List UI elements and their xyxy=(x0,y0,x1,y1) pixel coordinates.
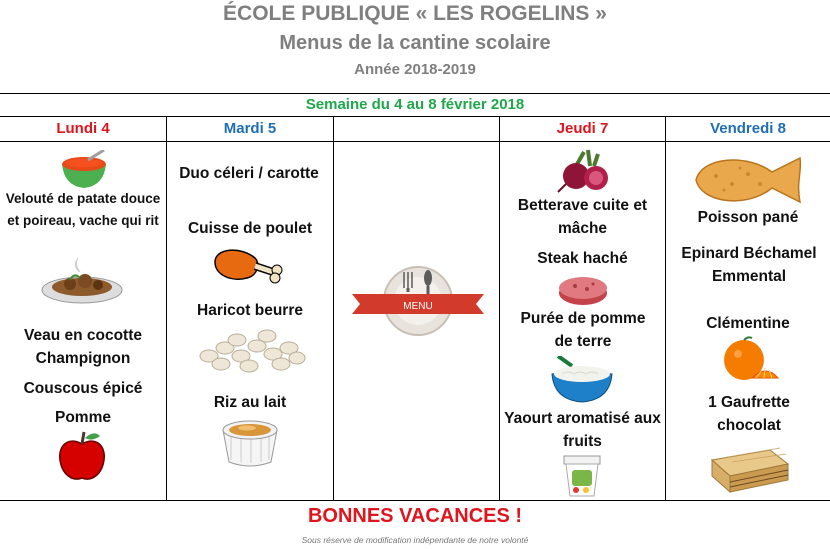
school-year: Année 2018-2019 xyxy=(354,61,476,78)
mashed-potato-bowl-icon xyxy=(550,356,614,404)
menu-item: Betterave cuite et mâche xyxy=(517,197,648,237)
holiday-message: BONNES VACANCES ! xyxy=(307,505,523,527)
wafer-icon xyxy=(706,446,792,496)
day-column-monday xyxy=(0,116,166,500)
menu-plate-icon xyxy=(352,264,484,338)
day-header: Vendredi 8 xyxy=(666,116,830,142)
menu-item: Purée de pomme de terre xyxy=(520,310,646,350)
menu-item: Yaourt aromatisé aux fruits xyxy=(504,410,661,450)
week-label: Semaine du 4 au 8 février 2018 xyxy=(0,93,830,117)
day-header: Mardi 5 xyxy=(167,116,333,142)
menu-item: Steak haché xyxy=(537,250,628,267)
apple-icon xyxy=(56,430,108,484)
menu-item: Duo céleri / carotte xyxy=(179,165,319,182)
menu-item: Cuisse de poulet xyxy=(187,220,313,237)
menu-item: Clémentine xyxy=(706,315,790,332)
rice-pudding-icon xyxy=(219,416,281,472)
menu-banner-text: MENU xyxy=(403,301,433,312)
beetroot-icon xyxy=(554,148,614,194)
chicken-leg-icon xyxy=(211,244,289,288)
day-column-blank xyxy=(333,116,499,500)
menu-item: Poisson pané xyxy=(697,209,799,226)
menu-item: Epinard Béchamel Emmental xyxy=(681,245,817,285)
day-column-tuesday xyxy=(166,116,333,500)
veal-stew-plate-icon xyxy=(40,256,124,306)
white-beans-icon xyxy=(197,326,307,374)
day-column-thursday xyxy=(499,116,665,500)
breaded-fish-icon xyxy=(692,154,806,206)
day-header: Jeudi 7 xyxy=(500,116,665,142)
menu-item: Riz au lait xyxy=(213,394,287,411)
disclaimer-note: Sous réserve de modification indépendante de notre volonté xyxy=(301,535,529,545)
day-header: Lundi 4 xyxy=(0,116,166,142)
menu-subtitle: Menus de la cantine scolaire xyxy=(279,32,551,54)
menu-item: 1 Gaufrette chocolat xyxy=(708,394,790,434)
yogurt-cup-icon xyxy=(562,454,602,498)
table-bottom-border xyxy=(0,500,830,501)
menu-item: Couscous épicé xyxy=(23,380,143,397)
day-header xyxy=(334,116,499,142)
soup-bowl-icon xyxy=(58,150,110,192)
clementine-icon xyxy=(716,336,780,390)
menu-item: Pomme xyxy=(55,409,111,426)
burger-patty-icon xyxy=(557,273,609,307)
menu-item: Veau en cocotte Champignon xyxy=(23,327,142,367)
menu-item: Velouté de patate douce et poireau, vache qui rit xyxy=(5,191,161,228)
school-title: ÉCOLE PUBLIQUE « LES ROGELINS » xyxy=(223,2,607,25)
day-column-friday xyxy=(665,116,830,500)
menu-item: Haricot beurre xyxy=(197,302,303,319)
